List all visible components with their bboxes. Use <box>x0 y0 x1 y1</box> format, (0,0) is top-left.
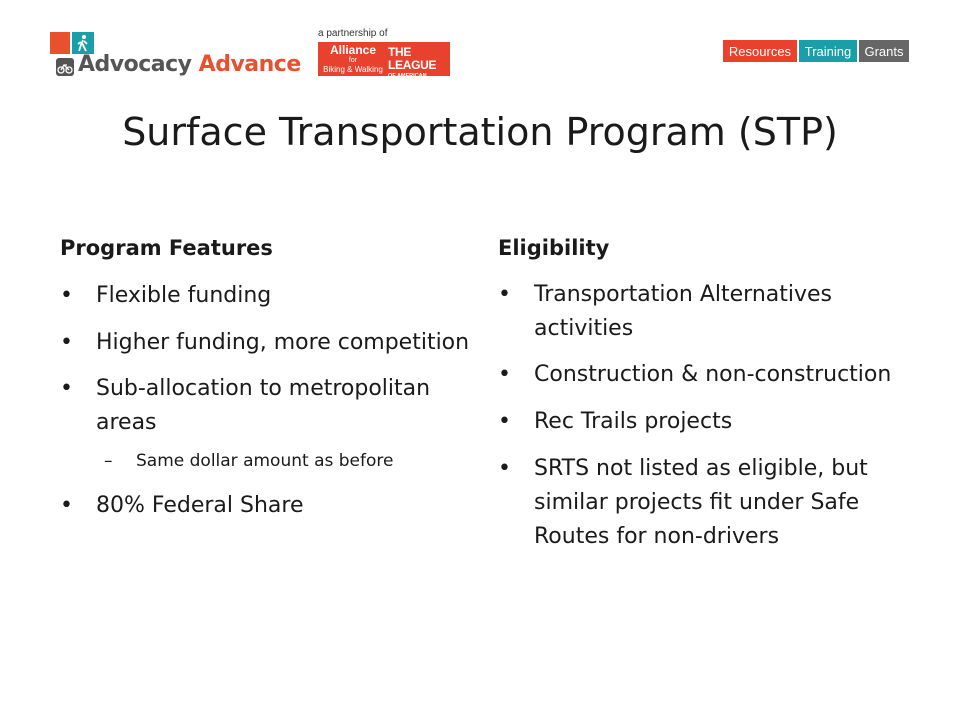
top-nav <box>723 40 909 62</box>
logo-red-square <box>50 32 70 54</box>
list-item: • 80% Federal Share <box>60 488 470 524</box>
list-item: • Sub-allocation to metropolitan areas <box>60 372 470 440</box>
eligibility-list <box>498 278 918 554</box>
advocacy-advance-logo[interactable] <box>50 30 310 82</box>
logo-wordmark <box>78 52 301 77</box>
program-features-list <box>60 278 470 524</box>
league-logo: THE LEAGUE OF AMERICAN BICYCLISTS <box>388 45 437 87</box>
nav-tab-training[interactable]: Training <box>799 40 857 62</box>
list-item: • Flexible funding <box>60 278 470 314</box>
logo-walker-icon <box>72 32 94 54</box>
program-features-heading: Program Features <box>60 236 273 260</box>
list-item: • SRTS not listed as eligible, but similar projects fit under Safe Routes for non-drivers <box>498 452 918 554</box>
slide-title: Surface Transportation Program (STP) <box>122 110 838 154</box>
nav-tab-grants[interactable]: Grants <box>859 40 909 62</box>
list-item: • Rec Trails projects <box>498 404 918 440</box>
partnership-text: a partnership of <box>318 28 388 39</box>
list-item: • Higher funding, more competition <box>60 326 470 360</box>
partner-logos[interactable] <box>318 42 450 87</box>
logo-bike-icon <box>56 58 74 76</box>
logo-word-advocacy: Advocacy <box>78 52 192 77</box>
nav-tab-resources[interactable]: Resources <box>723 40 797 62</box>
program-features-column <box>60 236 470 536</box>
eligibility-heading: Eligibility <box>498 236 610 260</box>
logo-word-advance: Advance <box>198 52 301 77</box>
list-item: • Transportation Alternatives activities <box>498 278 918 346</box>
eligibility-column <box>498 236 918 566</box>
sub-list-item: – Same dollar amount as before <box>60 448 470 474</box>
alliance-logo: Alliance for Biking & Walking <box>323 43 383 74</box>
list-item: • Construction & non-construction <box>498 358 918 392</box>
